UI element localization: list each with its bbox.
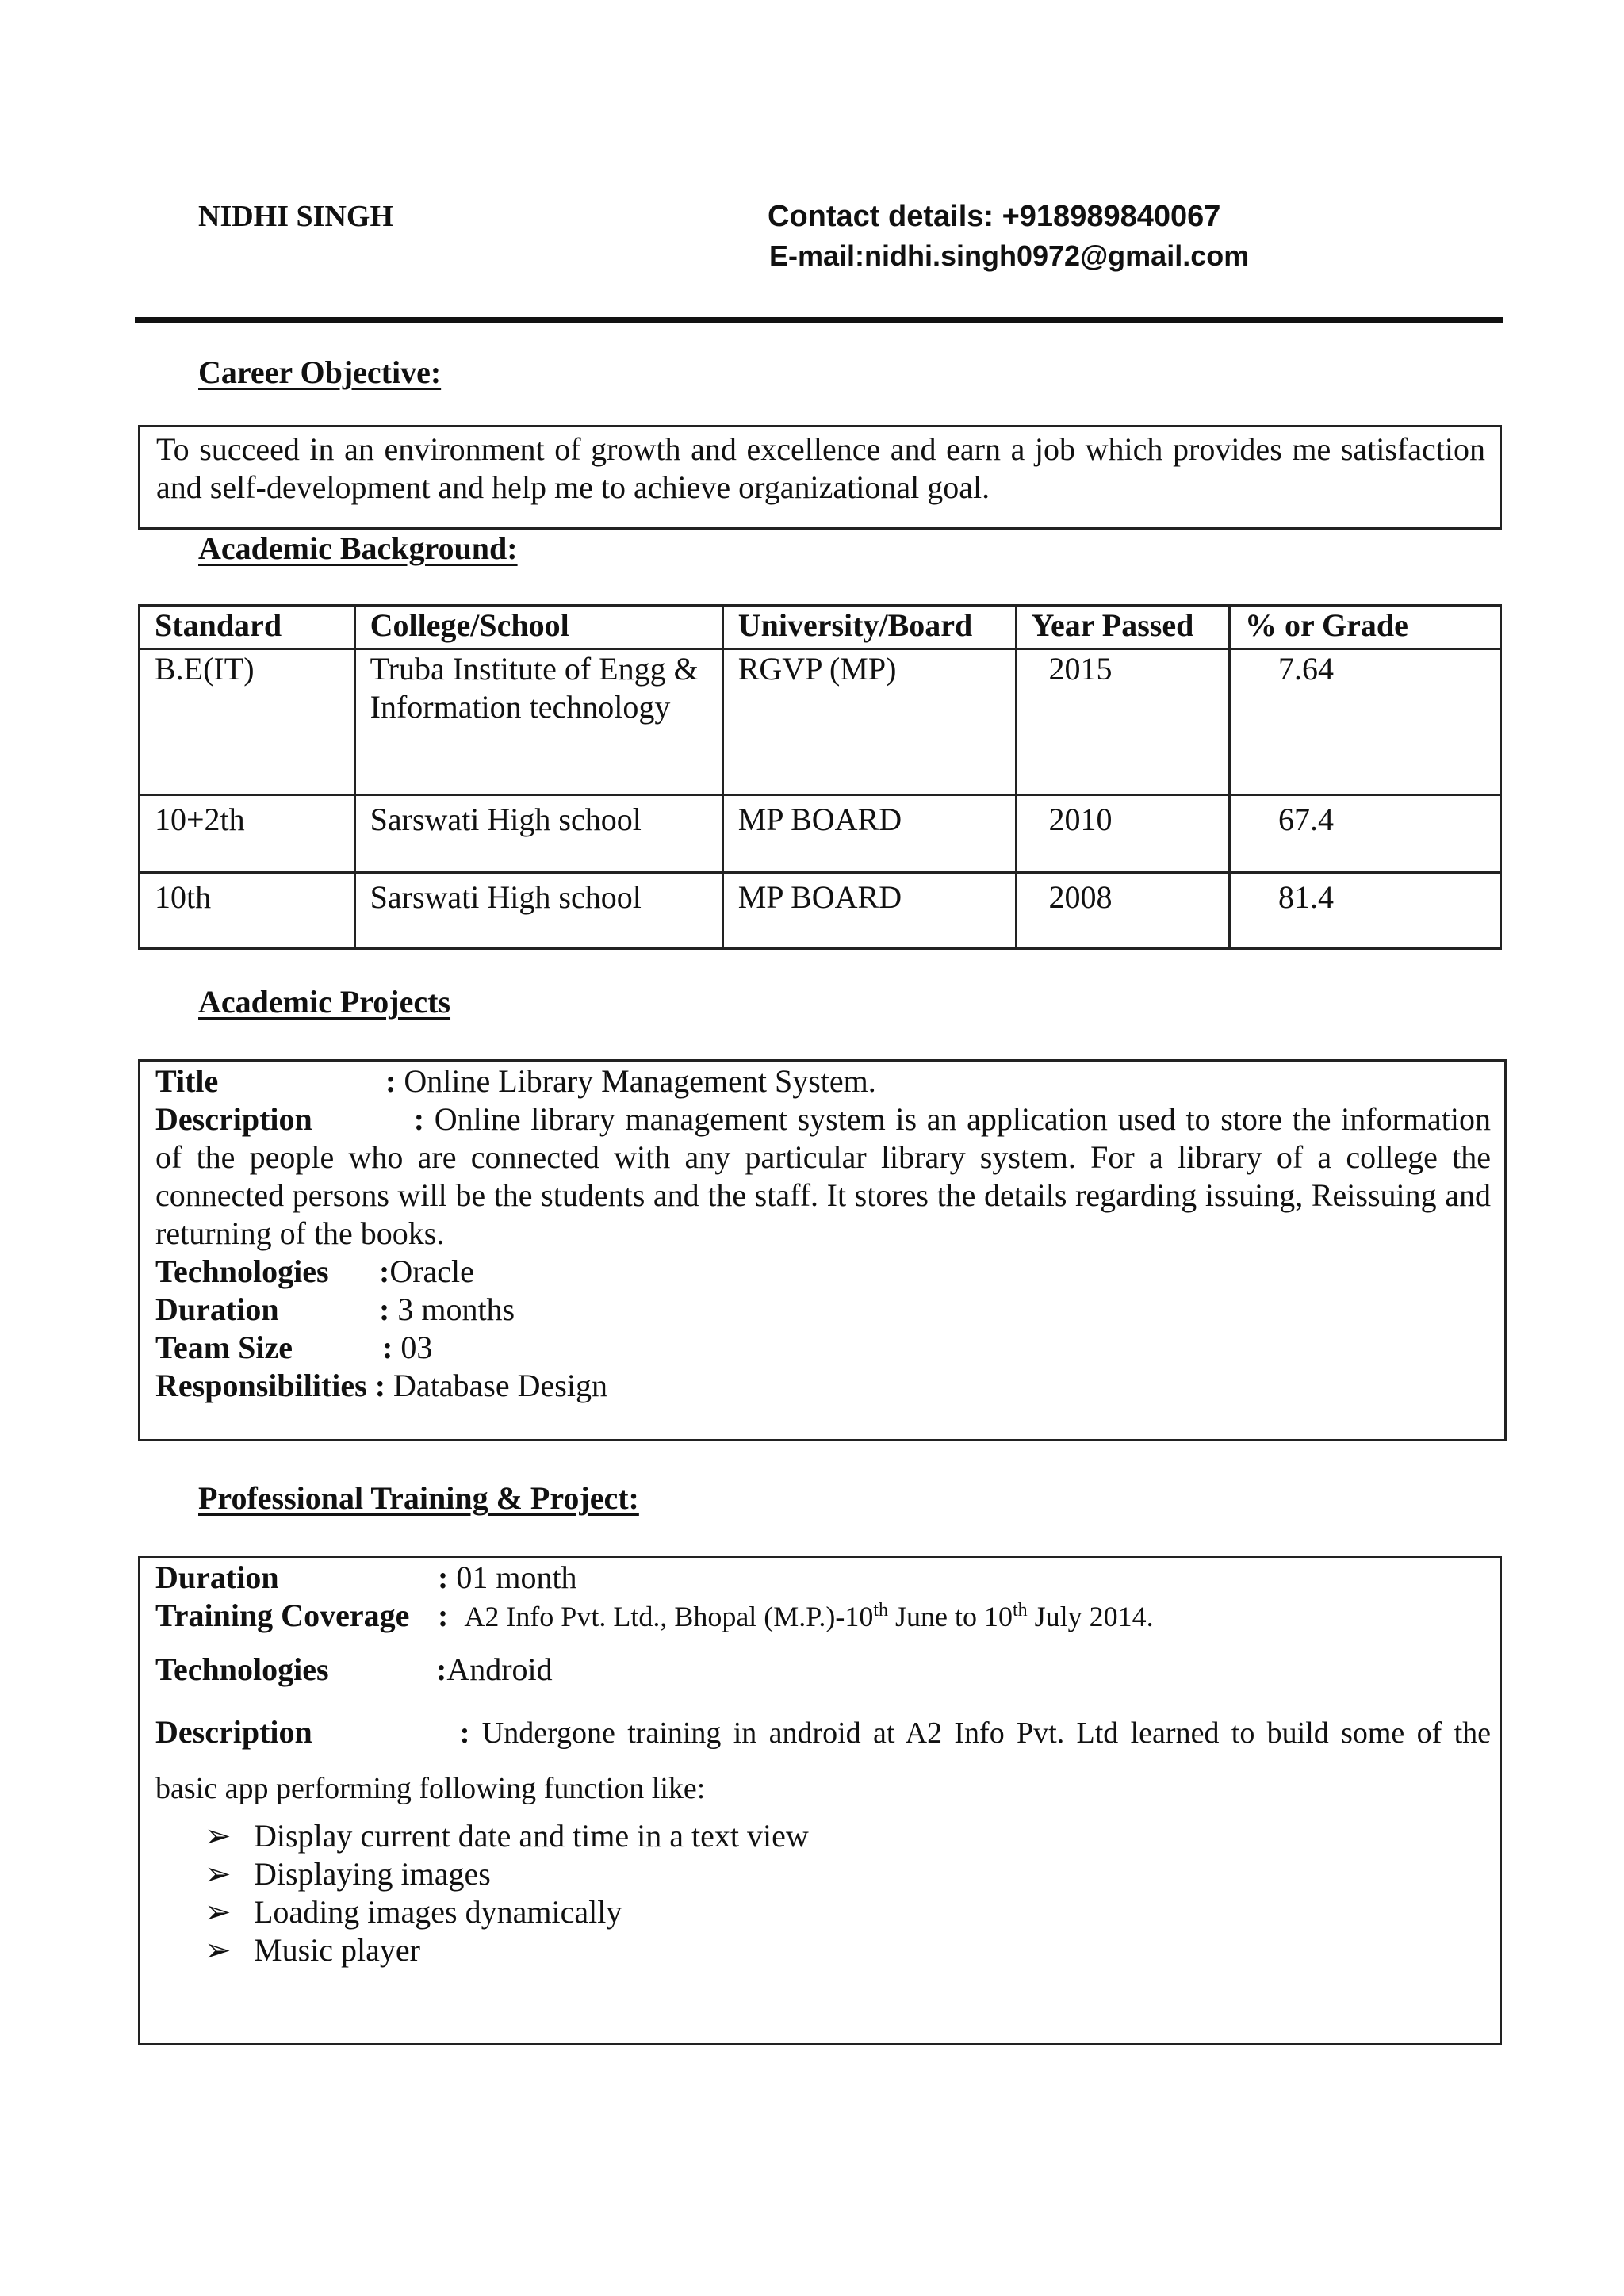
column-header: College/School: [354, 606, 722, 649]
training-heading: Professional Training & Project:: [198, 1480, 639, 1516]
column-header: Year Passed: [1016, 606, 1229, 649]
training-duration-value: 01 month: [456, 1559, 577, 1595]
table-cell: B.E(IT): [140, 649, 355, 795]
contact-details: Contact details: +918989840067: [768, 200, 1221, 233]
project-description-label: Description: [155, 1101, 312, 1137]
training-duration-row: Duration : 01 month: [155, 1559, 577, 1595]
project-technologies-row: Technologies :Oracle: [155, 1253, 474, 1289]
career-objective-box: [138, 425, 1502, 530]
bullet-text: Loading images dynamically: [254, 1894, 622, 1930]
project-responsibilities-label: Responsibilities: [155, 1368, 367, 1403]
project-team-value: 03: [400, 1330, 433, 1365]
table-cell: 81.4: [1229, 873, 1500, 949]
column-header: Standard: [140, 606, 355, 649]
training-coverage-label: Training Coverage: [155, 1598, 410, 1633]
academic-table: [138, 604, 1502, 950]
email-address: E-mail:nidhi.singh0972@gmail.com: [769, 239, 1250, 272]
training-coverage-value: A2 Info Pvt. Ltd., Bhopal (M.P.)-10th June to 10th July 2014.: [464, 1600, 1154, 1632]
project-description-value: Online library management system is an application used to store the information of the people who are connected with any particular library system. For a library of a college the connected persons will be the students and the staff. It stores the details regarding issuing, Reissuing and returning of the books.: [155, 1101, 1492, 1251]
academic-background-heading: Academic Background:: [198, 530, 518, 566]
career-objective-heading: Career Objective:: [198, 354, 442, 390]
table-cell: Sarswati High school: [354, 873, 722, 949]
bullet-text: Display current date and time in a text view: [254, 1818, 809, 1854]
training-technologies-label: Technologies: [155, 1651, 329, 1687]
table-row: [140, 873, 1501, 949]
training-description-label: Description: [155, 1714, 312, 1750]
table-row: [140, 795, 1501, 873]
table-cell: 67.4: [1229, 795, 1500, 873]
table-cell: 10+2th: [140, 795, 355, 873]
arrow-bullet-icon: ➢: [205, 1894, 232, 1930]
project-team-label: Team Size: [155, 1330, 293, 1365]
training-duration-label: Duration: [155, 1559, 279, 1595]
bullet-text: Music player: [254, 1932, 420, 1968]
table-cell: 7.64: [1229, 649, 1500, 795]
table-row: [140, 649, 1501, 795]
project-title-value: Online Library Management System.: [404, 1063, 876, 1099]
training-technologies-row: Technologies :Android: [155, 1651, 553, 1687]
table-cell: RGVP (MP): [722, 649, 1016, 795]
project-title-label: Title: [155, 1063, 219, 1099]
candidate-name: NIDHI SINGH: [198, 200, 393, 233]
project-responsibilities-value: Database Design: [393, 1368, 607, 1403]
column-header: University/Board: [722, 606, 1016, 649]
header-divider: [135, 317, 1503, 323]
table-cell: 2010: [1016, 795, 1229, 873]
training-coverage-row: Training Coverage : A2 Info Pvt. Ltd., Bhopal (M.P.)-10th June to 10th July 2014.: [155, 1598, 1154, 1633]
bullet-text: Displaying images: [254, 1856, 491, 1892]
table-header-row: [140, 606, 1501, 649]
academic-projects-heading: Academic Projects: [198, 984, 451, 1020]
training-technologies-value: Android: [446, 1651, 553, 1687]
arrow-bullet-icon: ➢: [205, 1856, 232, 1892]
project-description: Description : Online library management system is an application used to store the information of the people who are connected with any particular library system. For a library of a college the connected persons will be the students and the staff. It stores the details regarding issuing, Reissuing and returning of the books.: [155, 1101, 1492, 1251]
table-cell: 10th: [140, 873, 355, 949]
table-cell: MP BOARD: [722, 873, 1016, 949]
table-cell: Truba Institute of Engg & Information technology: [354, 649, 722, 795]
training-description: Description : Undergone training in android at A2 Info Pvt. Ltd learned to build some of the basic app performing following function like:: [155, 1714, 1491, 1805]
project-duration-value: 3 months: [397, 1292, 515, 1327]
table-cell: 2008: [1016, 873, 1229, 949]
arrow-bullet-icon: ➢: [205, 1932, 232, 1968]
project-team-row: Team Size : 03: [155, 1330, 433, 1365]
table-cell: MP BOARD: [722, 795, 1016, 873]
career-objective-text: To succeed in an environment of growth and excellence and earn a job which provides me satisfaction and self-development and help me to achieve organizational goal.: [156, 431, 1485, 505]
project-title-row: Title : Online Library Management System.: [155, 1063, 876, 1099]
project-responsibilities-row: Responsibilities : Database Design: [155, 1368, 607, 1403]
project-technologies-value: Oracle: [389, 1253, 474, 1289]
project-duration-row: Duration : 3 months: [155, 1292, 515, 1327]
training-description-value: Undergone training in android at A2 Info Pvt. Ltd learned to build some of the basic app performing following function like:: [155, 1716, 1491, 1805]
arrow-bullet-icon: ➢: [205, 1818, 232, 1854]
project-technologies-label: Technologies: [155, 1253, 329, 1289]
column-header: % or Grade: [1229, 606, 1500, 649]
table-cell: Sarswati High school: [354, 795, 722, 873]
table-cell: 2015: [1016, 649, 1229, 795]
project-duration-label: Duration: [155, 1292, 279, 1327]
